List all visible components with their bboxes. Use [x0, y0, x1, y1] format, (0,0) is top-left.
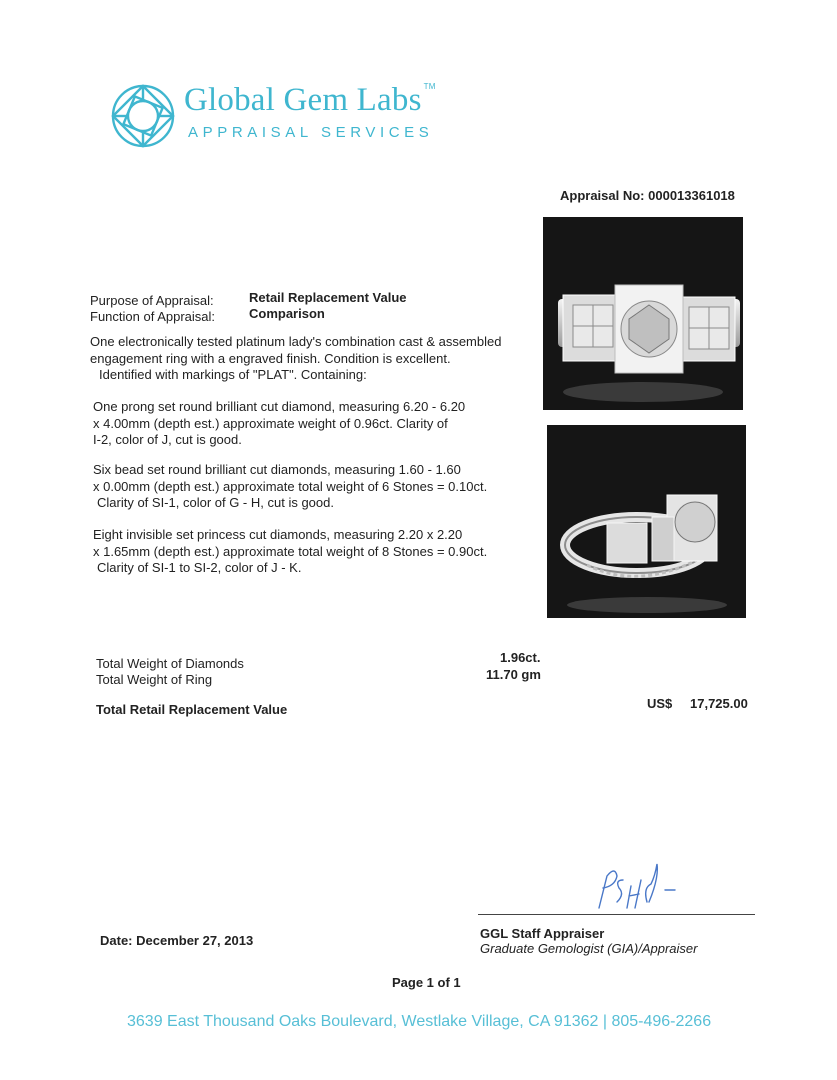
function-value: Comparison [249, 306, 325, 321]
ring-photo-front [543, 217, 743, 410]
purpose-value: Retail Replacement Value [249, 290, 407, 305]
brand-name: Global Gem Labs ™ [184, 82, 436, 118]
diamond-weight-value: 1.96ct. [500, 650, 541, 665]
appraiser-signature [585, 858, 685, 914]
footer-address: 3639 East Thousand Oaks Boulevard, Westlake Village, CA 91362 | 805-496-2266 [127, 1013, 712, 1030]
trademark: TM [423, 82, 436, 91]
diamond-weight-label: Total Weight of Diamonds [96, 656, 244, 671]
appraisal-number: Appraisal No: 000013361018 [560, 188, 735, 203]
purpose-label: Purpose of Appraisal: [90, 293, 214, 308]
stone-description-1: One prong set round brilliant cut diamond, measuring 6.20 - 6.20 x 4.00mm (depth est.) approximate weight of 0.96ct. Clarity of I-2, color of J, cut is good. [93, 399, 466, 447]
brand-tagline: APPRAISAL SERVICES [188, 124, 434, 141]
signature-line [478, 914, 755, 915]
appraiser-subtitle: Graduate Gemologist (GIA)/Appraiser [480, 941, 698, 956]
currency-label: US$ [647, 696, 673, 711]
appraisal-date: Date: December 27, 2013 [100, 933, 254, 948]
page-number: Page 1 of 1 [392, 975, 461, 990]
stone-description-2: Six bead set round brilliant cut diamonds, measuring 1.60 - 1.60 x 0.00mm (depth est.) approximate total weight of 6 Stones = 0.10ct. Clarity of SI-1, color of G - H, cut is good. [93, 462, 488, 510]
stone-description-3: Eight invisible set princess cut diamonds, measuring 2.20 x 2.20 x 1.65mm (depth est.) approximate total weight of 8 Stones = 0.90ct. Clarity of SI-1 to SI-2, color of J - K. [93, 527, 488, 575]
retail-value-amount: 17,725.00 [690, 696, 748, 711]
retail-value-label: Total Retail Replacement Value [96, 702, 288, 717]
ring-weight-label: Total Weight of Ring [96, 672, 213, 687]
gem-logo-icon [110, 83, 176, 149]
ring-weight-value: 11.70 gm [486, 667, 541, 682]
ring-photo-side [547, 425, 746, 618]
item-description: One electronically tested platinum lady's combination cast & assembled engagement ring with a engraved finish. Condition is excellent. Identified with markings of "PLAT". Containing: [90, 334, 502, 382]
function-label: Function of Appraisal: [90, 309, 216, 324]
appraiser-title: GGL Staff Appraiser [480, 926, 605, 941]
